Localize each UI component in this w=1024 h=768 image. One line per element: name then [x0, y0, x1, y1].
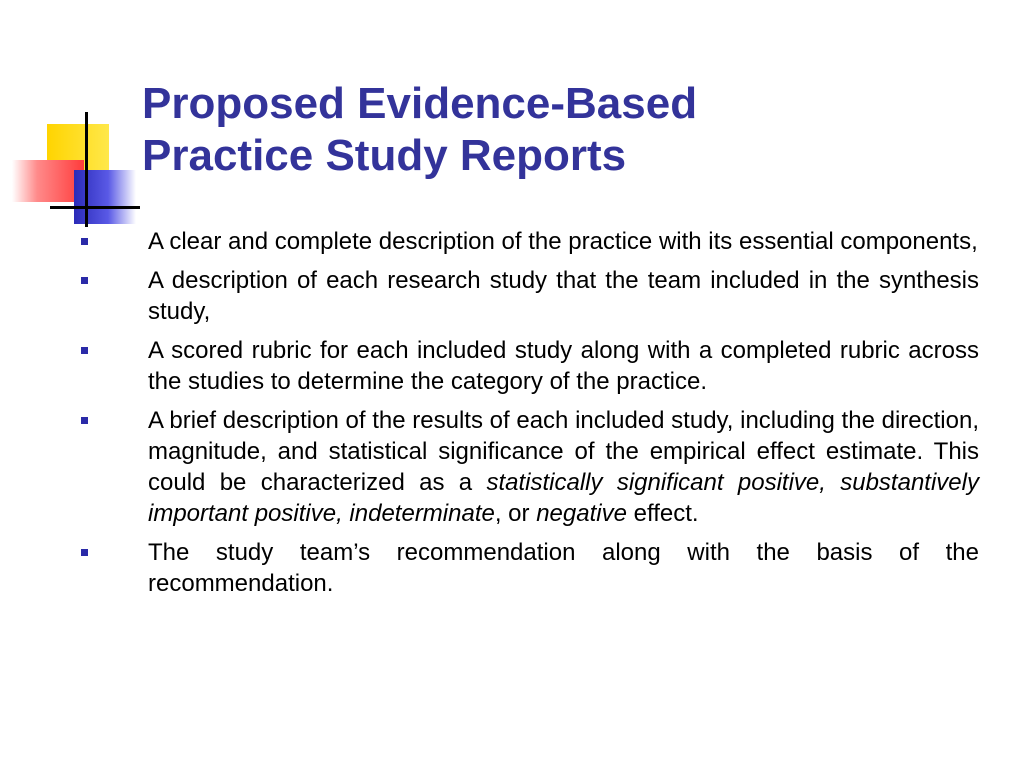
bullet-text-segment: , or	[494, 500, 537, 527]
bullet-text: The study team’s recommendation along with the basis of the recommendation.	[148, 539, 979, 597]
bullet-text: A description of each research study that the team included in the synthesis study,	[148, 267, 979, 325]
slide-title-line-2: Practice Study Reports	[142, 131, 627, 180]
bullet-list	[0, 226, 1024, 607]
bullet-item	[0, 335, 1024, 397]
slide-title	[142, 78, 982, 182]
bullet-item	[0, 405, 1024, 529]
logo-horizontal-line	[50, 206, 140, 209]
bullet-item	[0, 537, 1024, 599]
bullet-square-icon	[81, 277, 88, 284]
bullet-square-icon	[81, 238, 88, 245]
bullet-square-icon	[81, 347, 88, 354]
bullet-item	[0, 226, 1024, 257]
bullet-text: A clear and complete description of the practice with its essential components,	[148, 228, 978, 255]
bullet-text-italic: negative	[536, 500, 627, 527]
logo-blue-square	[74, 170, 136, 224]
bullet-text-segment: effect.	[626, 500, 699, 527]
bullet-text	[148, 405, 979, 529]
bullet-text-segment: A brief description of the results of each included study, including the direction, magnitude, and statistical significance of the empirical effect estimate. This could be characterized as a	[148, 407, 979, 496]
bullet-square-icon	[81, 417, 88, 424]
bullet-text: A scored rubric for each included study along with a completed rubric across the studies to determine the category of the practice.	[148, 337, 979, 395]
logo-vertical-line	[85, 112, 88, 227]
bullet-item	[0, 265, 1024, 327]
bullet-text-italic: statistically significant positive, substantively important positive, indeterminate	[148, 469, 979, 527]
decorative-logo	[0, 0, 150, 240]
bullet-square-icon	[81, 549, 88, 556]
slide-title-line-1: Proposed Evidence-Based	[142, 79, 698, 128]
